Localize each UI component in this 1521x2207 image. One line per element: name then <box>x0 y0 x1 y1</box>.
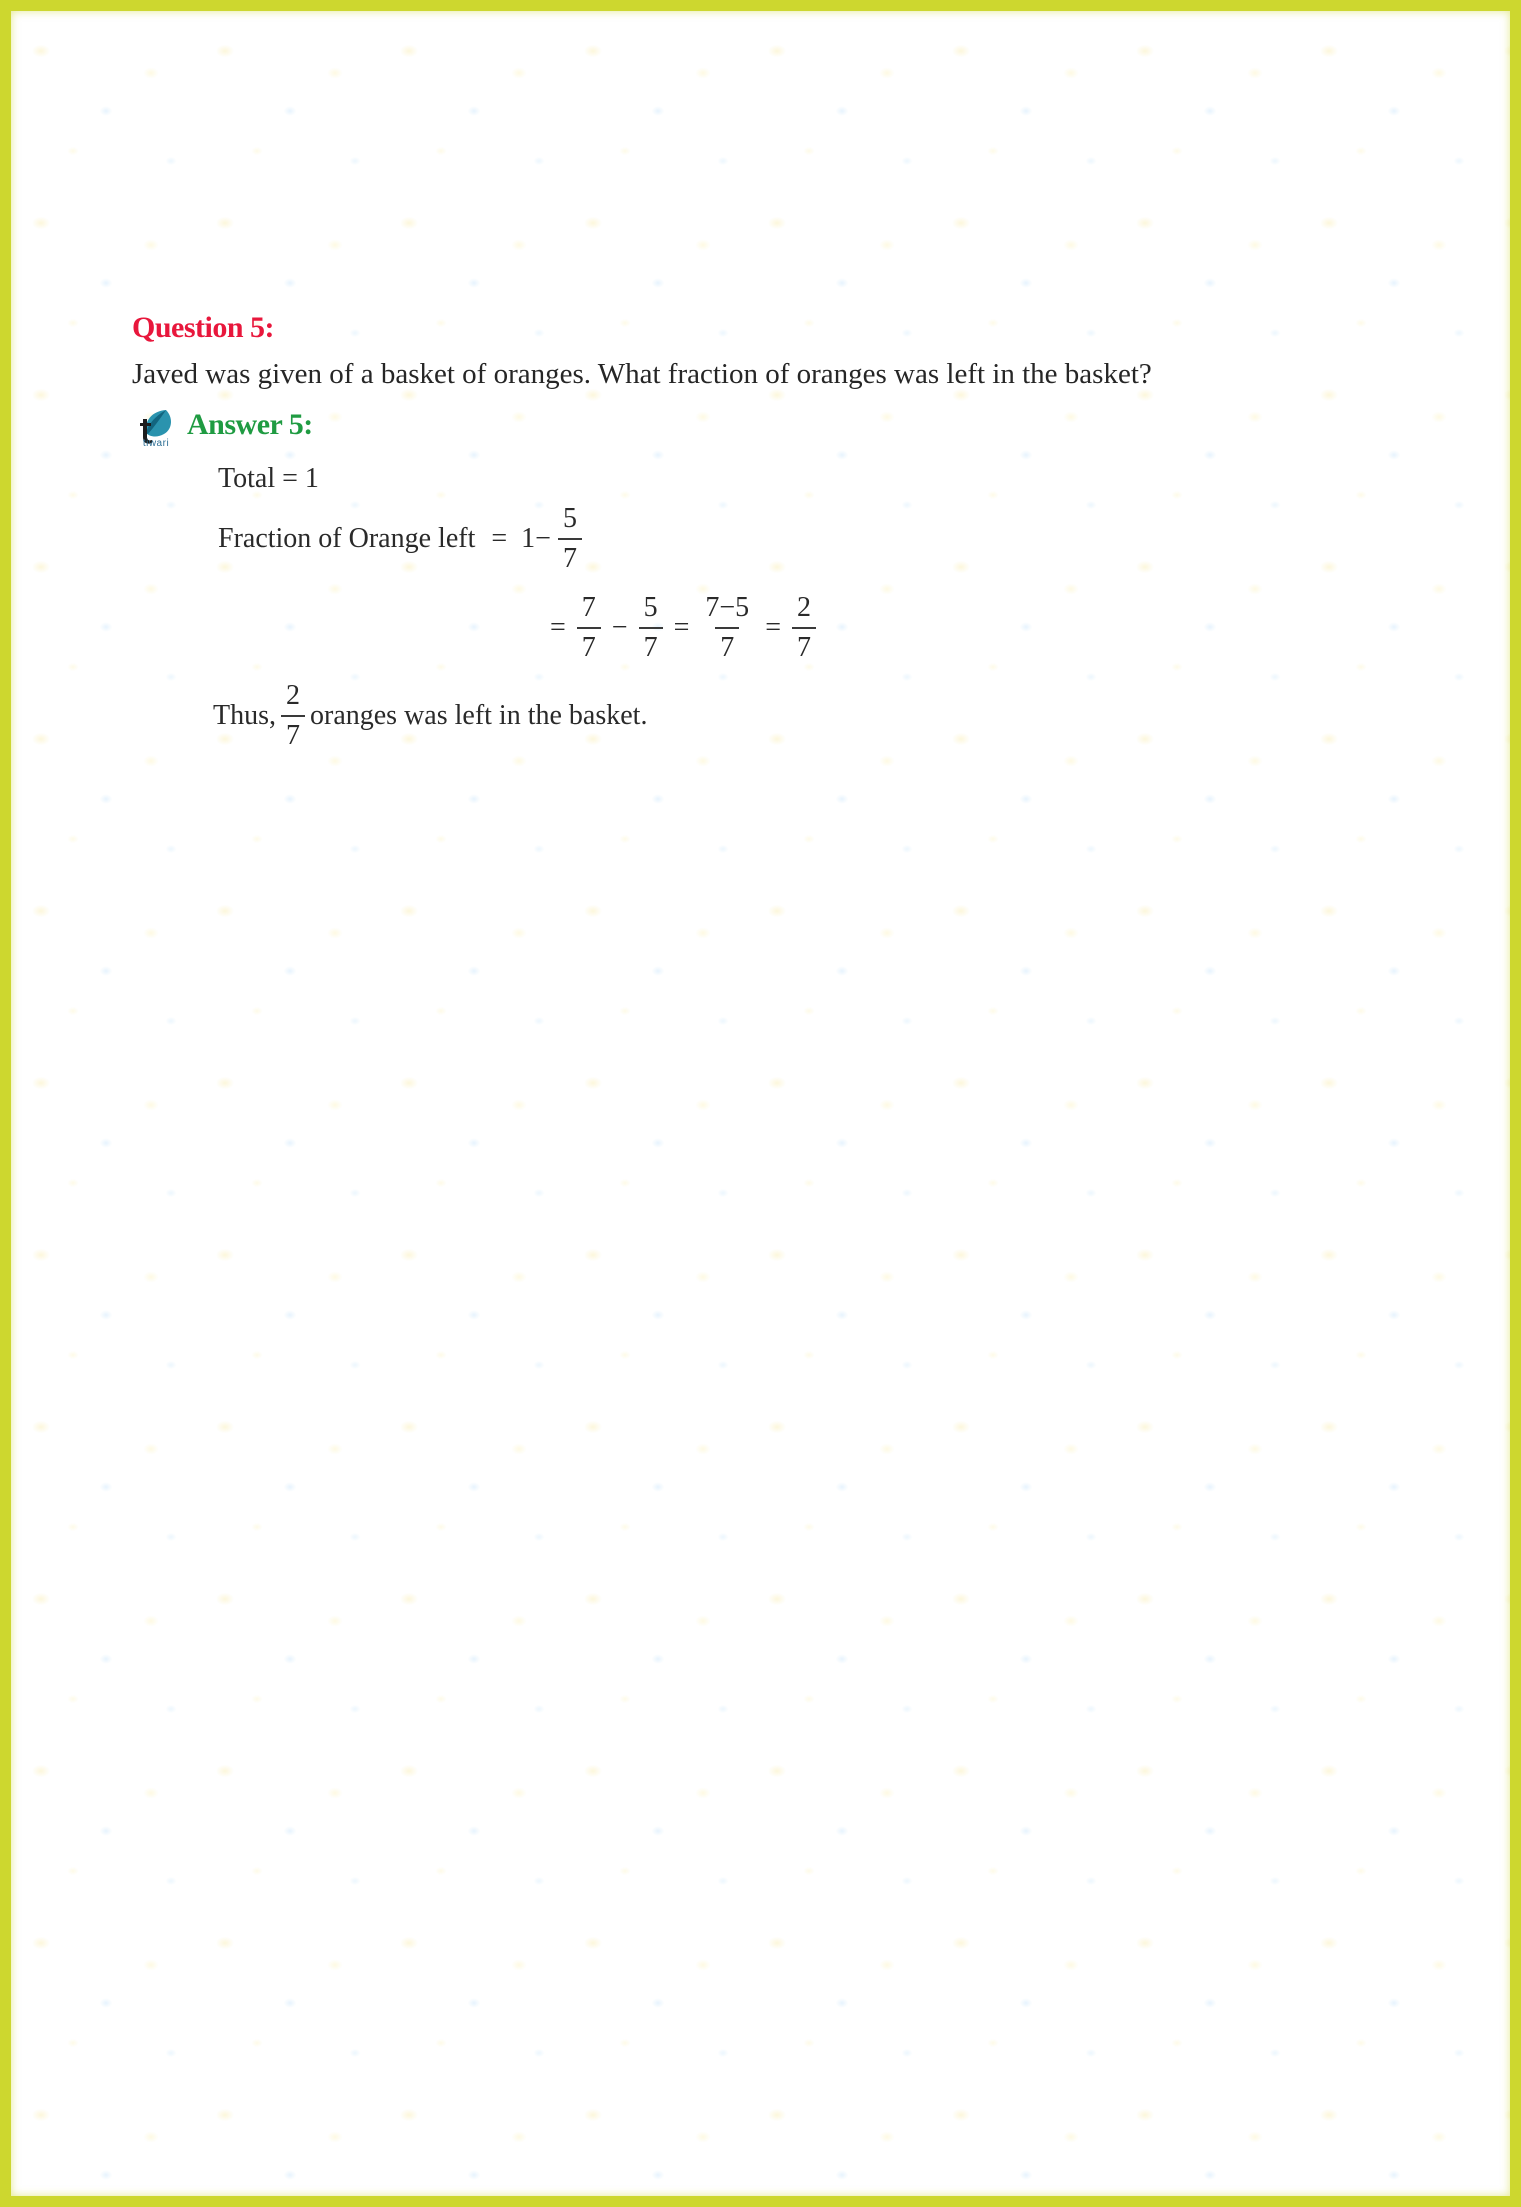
fraction-numerator: 5 <box>562 503 577 534</box>
line1-label: Fraction of Orange left <box>218 523 476 555</box>
answer-heading: Answer 5: <box>187 408 313 441</box>
line2-equals-3: = <box>765 612 781 644</box>
conclusion-line <box>213 680 647 752</box>
fraction-denominator: 7 <box>281 715 305 752</box>
fraction <box>639 592 663 664</box>
fraction-denominator: 7 <box>577 627 601 664</box>
logo-text: tiwari <box>142 438 170 449</box>
line2-equals-2: = <box>673 612 690 644</box>
total-line: Total = 1 <box>218 463 319 494</box>
fraction <box>792 592 816 664</box>
fraction-numerator: 2 <box>796 592 811 623</box>
equation-line-2 <box>544 592 821 664</box>
line1-one-minus: 1− <box>521 523 551 555</box>
fraction <box>700 592 754 664</box>
fraction-numerator: 7 <box>581 592 596 623</box>
fraction <box>577 592 601 664</box>
tiwari-leaf-logo-icon <box>134 407 178 455</box>
question-text: Javed was given of a basket of oranges. What fraction of oranges was left in the basket? <box>132 358 1152 390</box>
conclusion-prefix: Thus, <box>213 700 276 732</box>
fraction-denominator: 7 <box>715 627 739 664</box>
fraction <box>558 503 582 575</box>
conclusion-suffix: oranges was left in the basket. <box>310 700 648 732</box>
fraction-denominator: 7 <box>639 627 663 664</box>
fraction-denominator: 7 <box>792 627 816 664</box>
line2-minus: − <box>611 612 628 644</box>
fraction-numerator: 5 <box>643 592 658 623</box>
question-heading: Question 5: <box>132 311 275 344</box>
equation-line-1 <box>218 503 587 575</box>
line2-equals-1: = <box>550 612 566 644</box>
line1-equals: = <box>491 523 508 555</box>
fraction-numerator: 2 <box>286 680 300 711</box>
fraction-denominator: 7 <box>558 538 582 575</box>
answer-heading-row <box>134 405 313 455</box>
fraction-numerator: 7−5 <box>705 592 750 623</box>
fraction <box>281 680 305 752</box>
